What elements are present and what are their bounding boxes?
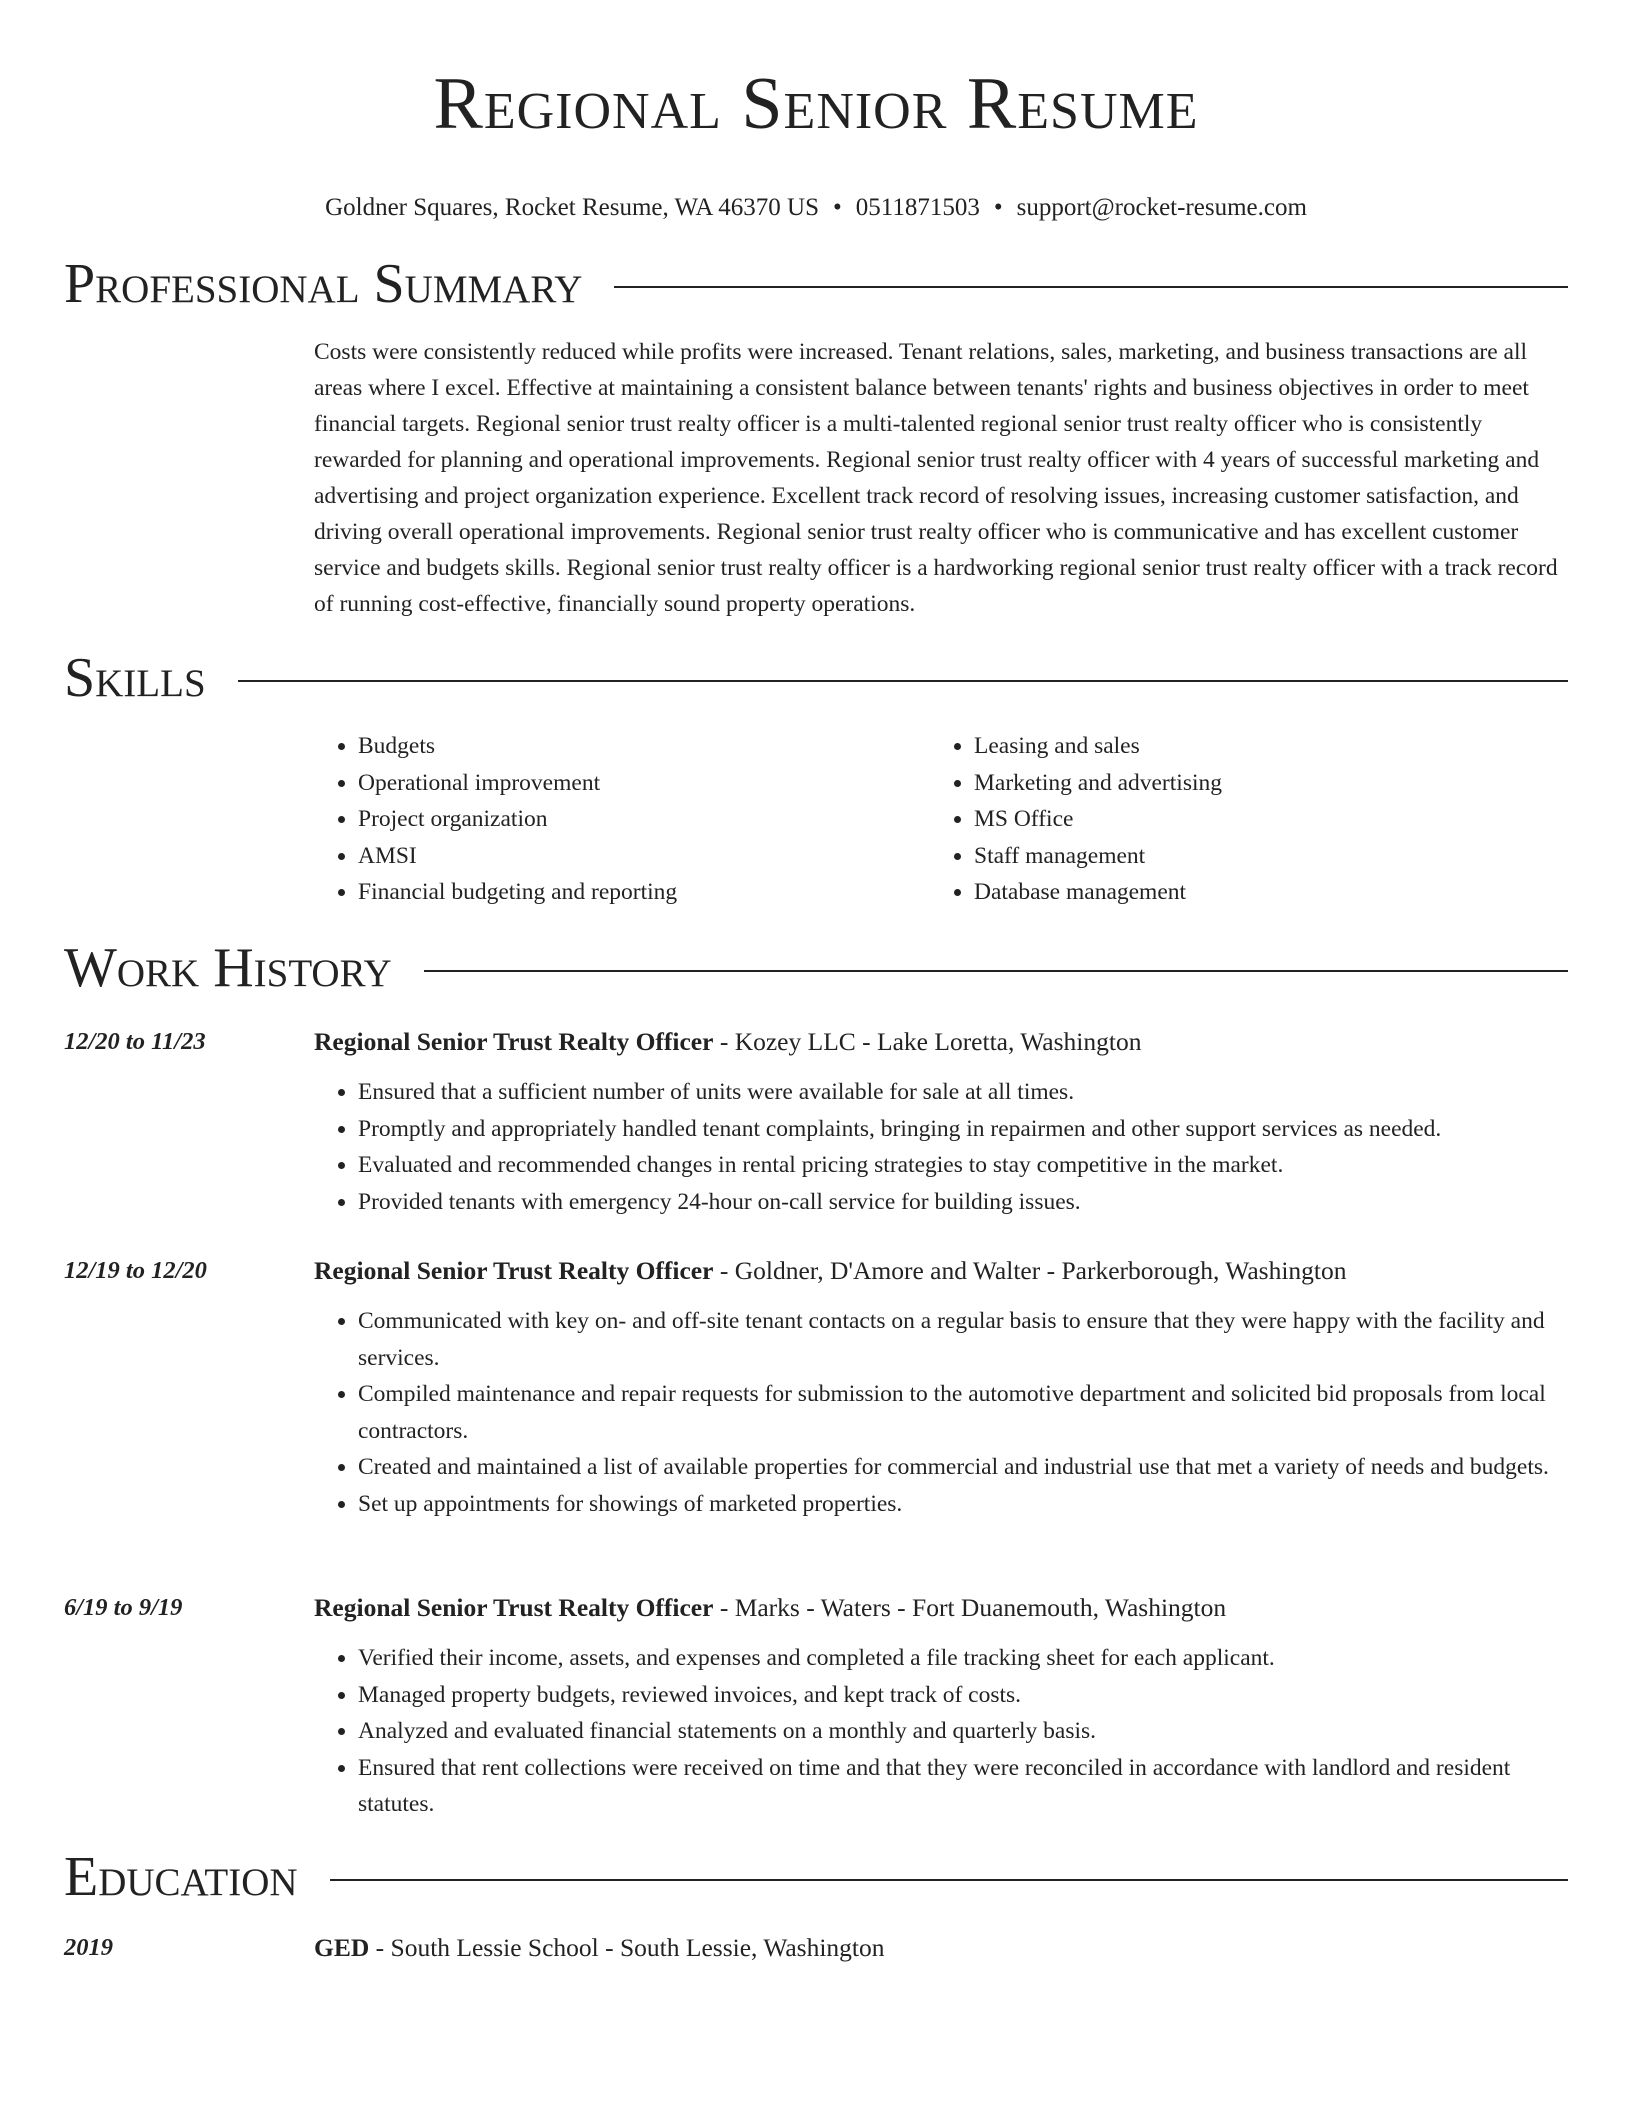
education-degree: GED — [314, 1933, 370, 1962]
skill-item: • Project organization — [358, 801, 930, 838]
job-bullet: • Provided tenants with emergency 24-hour on-call service for building issues. — [358, 1184, 1568, 1221]
job-entry — [64, 1022, 1568, 1220]
work-section-heading — [64, 936, 1568, 1000]
summary-section-heading — [64, 252, 1568, 316]
job-employer: - Goldner, D'Amore and Walter - Parkerborough, Washington — [713, 1256, 1347, 1285]
education-school: - South Lessie School - South Lessie, Washington — [369, 1933, 885, 1962]
skill-item: • Marketing and advertising — [974, 765, 1546, 802]
contact-phone: 0511871503 — [855, 194, 980, 221]
contact-address: Goldner Squares, Rocket Resume, WA 46370 US — [325, 194, 820, 221]
skills-column-right — [930, 728, 1546, 911]
job-entry — [64, 1588, 1568, 1823]
job-dates: 12/19 to 12/20 — [64, 1257, 207, 1284]
section-divider — [424, 970, 1568, 972]
section-divider — [238, 680, 1568, 682]
education-year: 2019 — [64, 1934, 113, 1961]
summary-heading: Professional Summary — [64, 253, 583, 315]
resume-name: Regional Senior Resume — [433, 63, 1199, 145]
job-bullet: • Managed property budgets, reviewed invoices, and kept track of costs. — [358, 1677, 1568, 1714]
skill-item: • Financial budgeting and reporting — [358, 874, 930, 911]
job-bullets — [314, 1074, 1568, 1220]
job-bullet: • Set up appointments for showings of marketed properties. — [358, 1486, 1568, 1523]
education-section-heading — [64, 1845, 1568, 1909]
job-title: Regional Senior Trust Realty Officer — [314, 1027, 714, 1056]
skill-item: • Operational improvement — [358, 765, 930, 802]
skills-column-left — [314, 728, 930, 911]
job-title: Regional Senior Trust Realty Officer — [314, 1256, 714, 1285]
resume-header — [64, 56, 1568, 224]
job-bullet: • Verified their income, assets, and expenses and completed a file tracking sheet for each applicant. — [358, 1640, 1568, 1677]
job-bullet: • Promptly and appropriately handled tenant complaints, bringing in repairmen and other support services as needed. — [358, 1111, 1568, 1148]
skill-item: • Leasing and sales — [974, 728, 1546, 765]
job-bullet: • Ensured that rent collections were received on time and that they were reconciled in accordance with landlord and resident statutes. — [358, 1750, 1568, 1823]
education-line — [314, 1928, 885, 1968]
summary-text: Costs were consistently reduced while profits were increased. Tenant relations, sales, marketing, and business transactions are all areas where I excel. Effective at maintaining a consistent balance between tenants' rights and business objectives in order to meet financial targets. Regional senior trust realty officer is a multi-talented regional senior trust realty officer who is consistently rewarded for planning and operational improvements. Regional senior trust realty officer with 4 years of successful marketing and advertising and project organization experience. Excellent track record of resolving issues, increasing customer satisfaction, and driving overall operational improvements. Regional senior trust realty officer who is communicative and has excellent customer service and budgets skills. Regional senior trust realty officer is a hardworking regional senior trust realty officer with a track record of running cost-effective, financially sound property operations. — [314, 339, 1558, 617]
job-title: Regional Senior Trust Realty Officer — [314, 1593, 714, 1622]
job-title-line — [314, 1588, 1226, 1628]
job-entry — [64, 1251, 1568, 1522]
skills-section-heading — [64, 646, 1568, 710]
section-divider — [614, 286, 1568, 288]
skill-item: • Staff management — [974, 838, 1546, 875]
contact-separator: • — [833, 194, 842, 221]
job-title-line — [314, 1022, 1141, 1062]
job-bullet: • Compiled maintenance and repair requests for submission to the automotive department and solicited bid proposals from local contractors. — [358, 1376, 1568, 1449]
job-employer: - Kozey LLC - Lake Loretta, Washington — [713, 1027, 1142, 1056]
section-divider — [330, 1879, 1568, 1881]
job-bullet: • Ensured that a sufficient number of units were available for sale at all times. — [358, 1074, 1568, 1111]
job-bullets — [314, 1640, 1568, 1823]
work-heading: Work History — [64, 937, 392, 999]
contact-line — [64, 192, 1568, 224]
job-bullet: • Evaluated and recommended changes in rental pricing strategies to stay competitive in the market. — [358, 1147, 1568, 1184]
skills-list — [314, 728, 1568, 911]
education-entry — [64, 1928, 1568, 1968]
contact-separator: • — [993, 194, 1003, 221]
job-bullet: • Created and maintained a list of available properties for commercial and industrial use that met a variety of needs and budgets. — [358, 1449, 1568, 1486]
job-title-line — [314, 1251, 1347, 1291]
job-bullets — [314, 1303, 1568, 1522]
skill-item: • AMSI — [358, 838, 930, 875]
job-employer: - Marks - Waters - Fort Duanemouth, Washington — [713, 1593, 1227, 1622]
skills-heading: Skills — [64, 647, 206, 709]
job-bullet: • Analyzed and evaluated financial statements on a monthly and quarterly basis. — [358, 1713, 1568, 1750]
skill-item: • MS Office — [974, 801, 1546, 838]
education-heading: Education — [64, 1846, 298, 1908]
job-dates: 6/19 to 9/19 — [64, 1594, 183, 1621]
contact-email: support@rocket-resume.com — [1016, 194, 1307, 221]
skill-item: • Budgets — [358, 728, 930, 765]
job-bullet: • Communicated with key on- and off-site tenant contacts on a regular basis to ensure that they were happy with the facility and services. — [358, 1303, 1568, 1376]
skill-item: • Database management — [974, 874, 1546, 911]
job-dates: 12/20 to 11/23 — [64, 1028, 206, 1055]
